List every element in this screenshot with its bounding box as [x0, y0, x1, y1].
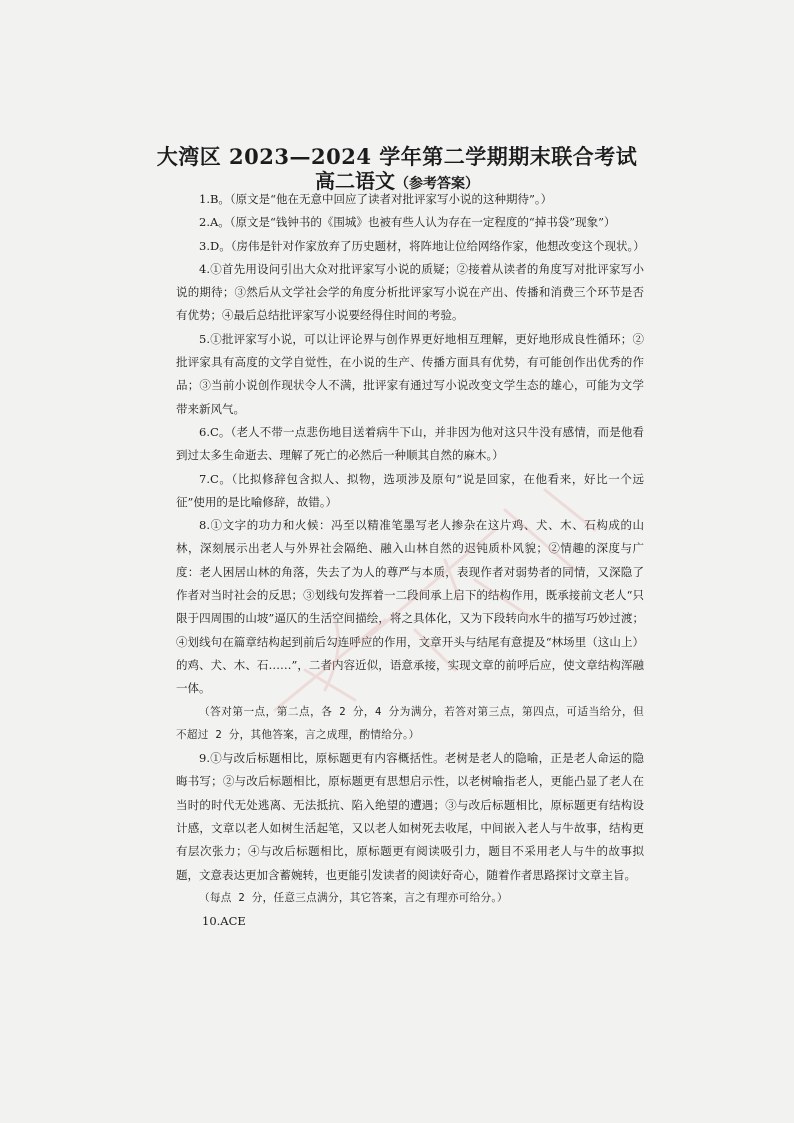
answer-item-6: 6.C。（老人不带一点悲伤地目送着病牛下山，并非因为他对这只牛没有感情，而是他看到过太多生命逝去、理解了死亡的必然后一种顺其自然的麻木。） — [176, 424, 644, 463]
answer-content — [176, 188, 644, 934]
answer-key-label: （参考答案） — [395, 176, 479, 192]
answer-item-5: 5.①批评家写小说，可以让评论界与创作界更好地相互理解，更好地形成良性循环；②批评家具有高度的文学自觉性，在小说的生产、传播方面具有优势，有可能创作出优秀的作品；③当前小说创作现状令人不满，批评家有通过写小说改变文学生态的雄心，可能为文学带来新风气。 — [176, 331, 644, 416]
answer-item-1: 1.B。（原文是“他在无意中回应了读者对批评家写小说的这种期待”。） — [199, 192, 553, 206]
answer-item-2: 2.A。（原文是“钱钟书的《围城》也被有些人认为存在一定程度的“掉书袋”现象”） — [199, 215, 616, 230]
scoring-note-8: （答对第一点，第二点，各 2 分，4 分为满分，若答对第三点，第四点，可适当给分，但不超过 2 分，其他答案，言之成理，酌情给分。） — [176, 705, 644, 741]
answer-item-7: 7.C。（比拟修辞包含拟人、拟物，选项涉及原句“说是回家，在他看来，好比一个远征”使用的是比喻修辞，故错。） — [176, 471, 644, 509]
answer-item-4: 4.①首先用设问引出大众对批评家写小说的质疑；②接着从读者的角度写对批评家写小说的期待；③然后从文学社会学的角度分析批评家写小说在产出、传播和消费三个环节是否有优势；④最后总结批评家写小说要经得住时间的考验。 — [176, 261, 644, 323]
answer-item-10: 10.ACE — [202, 914, 246, 929]
subject-label: 高二语文 — [315, 169, 395, 193]
answer-item-9: 9.①与改后标题相比，原标题更有内容概括性。老树是老人的隐喻，正是老人命运的隐晦书写；②与改后标题相比，原标题更有思想启示性，以老树喻指老人，更能凸显了老人在当时的时代无处逃离、无法抵抗、陷入绝望的遭遇；③与改后标题相比，原标题更有结构设计感，文章以老人如树生活起笔，又以老人如树死去收尾，中间嵌入老人与牛故事，结构更有层次张力；④与改后标题相比，原标题更有阅读吸引力，题目不采用老人与牛的故事拟题，文意表达更加含蓄婉转，也更能引发读者的阅读好奇心，随着作者思路探讨文章主旨。 — [176, 751, 644, 882]
page-title: 大湾区 2023—2024 学年第二学期期末联合考试 — [156, 144, 638, 169]
answer-item-3: 3.D。（房伟是针对作家放弃了历史题材，将阵地让位给网络作家，他想改变这个现状。） — [199, 238, 645, 253]
scoring-note-9: （每点 2 分，任意三点满分，其它答案，言之有理亦可给分。） — [199, 891, 508, 904]
answer-item-8: 8.①文字的功力和火候：冯至以精准笔墨写老人掺杂在这片鸡、犬、木、石构成的山林，深刻展示出老人与外界社会隔绝、融入山林自然的迟钝质朴风貌；②情趣的深度与广度：老人困居山林的角落，失去了为人的尊严与本质，表现作者对弱势者的同情，又深隐了作者对当时社会的反思；③划线句发挥着一二段间承上启下的结构作用，既承接前文老人“只限于四周围的山坡”逼仄的生活空间描绘，将之具体化，又为下段转向水牛的描写巧妙过渡；④划线句在篇章结构起到前后勾连呼应的作用，文章开头与结尾有意提及“林场里（这山上）的鸡、犬、木、石……”，二者内容近似，语意承接，实现文章的前呼后应，使文章结构浑融一体。 — [176, 518, 644, 696]
